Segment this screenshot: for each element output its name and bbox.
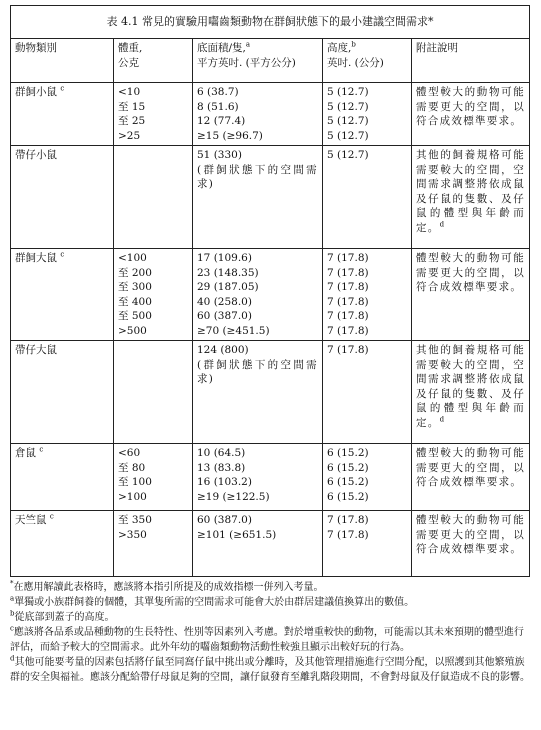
animal-name: 天竺鼠 [15,514,47,526]
header-height-line1 [327,41,407,56]
table-caption: 表 4.1 常見的實驗用囓齒類動物在群飼狀態下的最小建議空間需求* [11,6,530,39]
height-value: 7 (17.8) [327,528,369,541]
height-value: 5 (12.7) [327,129,369,142]
floor-value: ≥19 (≥122.5) [197,490,270,503]
note-text [416,251,525,295]
cell-animal [11,83,114,146]
table-row [11,249,530,341]
note-body: 其他的飼養規格可能需要較大的空間，空間需求調整將依成鼠及仔鼠的隻數、及仔鼠的體型與年齡而定。 [416,149,526,234]
footnote [10,580,530,595]
footnote-text: 應該將各品系或品種動物的生長特性、性別等因素列入考慮。對於增重較快的動物，可能需以其未來預期的體型進行評估，而給予較大的空間需求。此外年幼的囓齒類動物活動性較強且顯示出較好玩的行為。 [10,627,524,653]
header-height [323,39,412,83]
footnote [10,655,530,685]
space-requirements-table [10,5,530,577]
header-floor-line1 [197,41,318,56]
height-value: 7 (17.8) [327,281,369,293]
header-weight-line2: 公克 [118,56,139,69]
cell-animal [11,444,114,511]
header-floor-line2: 平方英吋. (平方公分) [197,56,296,69]
header-height-sup: b [351,40,356,49]
cell-note [412,83,530,146]
height-value: 7 (17.8) [327,295,369,308]
footnote-text: 其他可能要考量的因素包括將仔鼠至同窩仔鼠中挑出或分離時，及其他管理措施進行空間分配，以照護到其他繁殖族群的安全與福祉。應該分配給帶仔母鼠足夠的空間，讓仔鼠發育至離乳階段期間，不會對母鼠及仔鼠造成不良的影響。 [10,657,530,683]
floor-value: 23 (148.35) [197,266,259,279]
weight-value: >350 [118,528,147,541]
header-weight [114,39,193,83]
cell-height [323,83,412,146]
weight-value: <100 [118,252,147,264]
weight-value: <60 [118,447,141,459]
cell-weight [114,511,193,577]
header-floor [193,39,323,83]
table-row [11,83,530,146]
floor-value: 29 (187.05) [197,281,259,293]
cell-height [323,444,412,511]
weight-value: 至 400 [118,295,152,308]
height-value: 7 (17.8) [327,344,369,356]
cell-note [412,511,530,577]
table-row [11,511,530,577]
height-value: 7 (17.8) [327,266,369,279]
footnote [10,595,530,610]
note-text [416,85,525,129]
cell-weight [114,341,193,444]
animal-name: 帶仔小鼠 [15,149,57,161]
cell-floor [193,511,323,577]
cell-height [323,511,412,577]
header-weight-line1: 體重, [118,42,143,54]
floor-value: (群飼狀態下的空間需求) [197,163,318,190]
height-value: 5 (12.7) [327,86,369,98]
floor-value: ≥70 (≥451.5) [197,324,270,337]
height-value: 5 (12.7) [327,100,369,113]
footnotes [10,580,530,685]
height-value: 5 (12.7) [327,115,369,127]
animal-footnote-mark: c [39,445,44,454]
footnote-mark: c [10,624,14,633]
weight-value: 至 500 [118,310,152,322]
note-text [416,446,525,490]
footnote [10,625,530,655]
weight-value: >100 [118,490,147,503]
floor-value: 16 (103.2) [197,476,252,488]
cell-note [412,444,530,511]
floor-value: ≥101 (≥651.5) [197,528,277,541]
animal-footnote-mark: c [60,84,65,93]
table-row [11,146,530,249]
cell-floor [193,146,323,249]
cell-animal [11,249,114,341]
cell-floor [193,83,323,146]
floor-value: 40 (258.0) [197,295,252,308]
header-floor-label: 底面積/隻, [197,42,246,54]
note-footnote-mark: d [439,220,446,228]
note-body: 體型較大的動物可能需要更大的空間，以符合成效標準要求。 [416,252,526,293]
footnote-mark: * [10,579,14,588]
height-value: 7 (17.8) [327,310,369,322]
animal-name: 帶仔大鼠 [15,344,57,356]
header-notes [412,39,530,83]
height-value: 6 (15.2) [327,461,369,474]
height-value: 6 (15.2) [327,490,369,503]
cell-animal [11,146,114,249]
height-value: 5 (12.7) [327,149,369,161]
note-body: 其他的飼養規格可能需要較大的空間，空間需求調整將依成鼠及仔鼠的隻數、及仔鼠的體型與年齡而定。 [416,344,526,429]
height-value: 6 (15.2) [327,447,369,459]
cell-note [412,249,530,341]
cell-weight [114,249,193,341]
floor-value: 10 (64.5) [197,447,246,459]
note-body: 體型較大的動物可能需要更大的空間，以符合成效標準要求。 [416,447,526,488]
weight-value: 至 300 [118,281,152,293]
weight-value: >500 [118,324,147,337]
header-notes-text: 附註說明 [416,42,458,54]
floor-value: 13 (83.8) [197,461,246,474]
cell-note [412,341,530,444]
table-row [11,444,530,511]
floor-value: ≥15 (≥96.7) [197,129,263,142]
cell-height [323,341,412,444]
floor-value: 17 (109.6) [197,252,252,264]
table-row [11,341,530,444]
header-height-line2: 英吋. (公分) [327,56,384,69]
footnote-mark: d [10,654,15,663]
animal-name: 倉鼠 [15,447,36,459]
weight-value: 至 80 [118,461,146,474]
cell-floor [193,341,323,444]
floor-value: 51 (330) [197,149,242,161]
footnote [10,610,530,625]
table-header-row [11,39,530,83]
note-body: 體型較大的動物可能需要更大的空間，以符合成效標準要求。 [416,514,526,555]
cell-floor [193,444,323,511]
floor-value: 8 (51.6) [197,100,239,113]
height-value: 7 (17.8) [327,252,369,264]
weight-value: 至 100 [118,476,152,488]
cell-animal [11,511,114,577]
weight-value: >25 [118,129,141,142]
floor-value: 124 (800) [197,344,249,356]
header-animal-text: 動物類別 [15,42,57,54]
cell-weight [114,444,193,511]
animal-footnote-mark: c [49,512,54,521]
cell-height [323,249,412,341]
weight-value: 至 15 [118,100,146,113]
cell-floor [193,249,323,341]
header-height-label: 高度, [327,42,352,54]
cell-weight [114,83,193,146]
weight-value: 至 350 [118,514,152,526]
cell-weight [114,146,193,249]
weight-value: 至 25 [118,115,146,127]
footnote-text: 在應用解讀此表格時，應該將本指引所提及的成效指標一併列入考量。 [13,582,324,593]
cell-note [412,146,530,249]
footnote-text: 單獨或小族群飼養的個體，其單隻所需的空間需求可能會大於由群居建議值換算出的數值。 [14,597,415,608]
footnote-mark: a [10,594,15,603]
footnote-mark: b [10,609,15,618]
note-text [416,148,525,235]
weight-value: <10 [118,86,141,98]
animal-name: 群飼大鼠 [15,252,57,264]
height-value: 7 (17.8) [327,324,369,337]
note-body: 體型較大的動物可能需要更大的空間，以符合成效標準要求。 [416,86,526,127]
floor-value: 60 (387.0) [197,310,252,322]
cell-height [323,146,412,249]
weight-value: 至 200 [118,266,152,279]
header-floor-sup: a [245,40,251,49]
note-text [416,513,525,557]
note-footnote-mark: d [439,415,446,423]
floor-value: 6 (38.7) [197,86,239,98]
header-animal [11,39,114,83]
animal-footnote-mark: c [60,250,65,259]
cell-animal [11,341,114,444]
floor-value: (群飼狀態下的空間需求) [197,358,318,385]
note-text [416,343,525,430]
floor-value: 12 (77.4) [197,115,246,127]
animal-name: 群飼小鼠 [15,86,57,98]
footnote-text: 從底部到蓋子的高度。 [14,612,115,623]
height-value: 7 (17.8) [327,514,369,526]
table-caption-row [11,6,530,39]
height-value: 6 (15.2) [327,476,369,488]
floor-value: 60 (387.0) [197,514,252,526]
